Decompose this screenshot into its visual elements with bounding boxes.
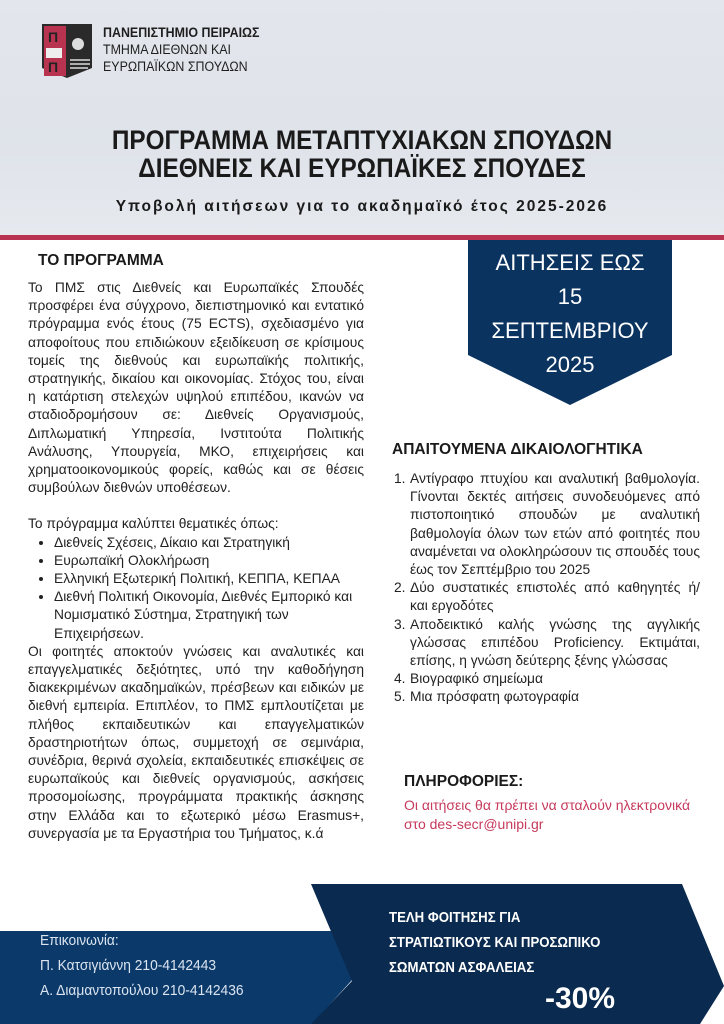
discount-value: -30%: [545, 982, 616, 1015]
list-item: • Διεθνή Πολιτική Οικονομία, Διεθνές Εμπορικό και Νομισματικό Σύστημα, Στρατηγική των Επιχειρήσεων.: [54, 588, 364, 643]
list-item: 4. Βιογραφικό σημείωμα: [394, 670, 700, 688]
fees-line: ΣΩΜΑΤΩΝ ΑΣΦΑΛΕΙΑΣ: [389, 959, 535, 976]
deadline-month: ΣΕΠΤΕΜΒΡΙΟΥ: [491, 318, 649, 343]
info-text: Οι αιτήσεις θα πρέπει να σταλούν ηλεκτρονικά στο des-secr@unipi.gr: [404, 797, 691, 832]
topics-intro: Το πρόγραμμα καλύπτει θεματικές όπως:: [28, 516, 279, 532]
svg-text:Π: Π: [48, 59, 59, 75]
subtitle: Υποβολή αιτήσεων για το ακαδημαϊκό έτος 2025-2026: [115, 198, 609, 215]
requirement-text: Δύο συστατικές επιστολές από καθηγητές ή/ και εργοδότες: [410, 580, 700, 614]
topics-list: [50, 534, 364, 643]
requirement-text: Βιογραφικό σημείωμα: [410, 671, 543, 687]
list-item: 2. Δύο συστατικές επιστολές από καθηγητές ή/ και εργοδότες: [394, 579, 700, 615]
program-section: [28, 279, 364, 843]
list-item: 1. Αντίγραφο πτυχίου και αναλυτική βαθμολογία. Γίνονται δεκτές αιτήσεις συνοδευόμενες από πιστοποιητικό σπουδών με αναλυτική βαθμολογία όλων των ετών από φοιτητές που αναμένεται να ολοκληρώσουν τις σπουδές τους έως τον Σεπτέμβριο του 2025: [394, 470, 700, 579]
deadline-day: 15: [557, 284, 583, 309]
contact-label: Επικοινωνία:: [40, 932, 119, 949]
contact-person: Π. Κατσιγιάννη 210-4142443: [40, 957, 217, 974]
requirements-heading: ΑΠΑΙΤΟΥΜΕΝΑ ΔΙΚΑΙΟΛΟΓΗΤΙΚΑ: [392, 441, 643, 458]
program-outro: Οι φοιτητές αποκτούν γνώσεις και αναλυτικές και επαγγελματικές δεξιότητες, υπό την καθοδήγηση διακεκριμένων ακαδημαϊκών, πρέσβεων και ειδικών με διεθνή εμπειρία. Επιπλέον, το ΠΜΣ εμπλουτίζεται με πλήθος εκπαιδευτικών και επαγγελματικών δραστηριοτήτων όπως, συμμετοχή σε σεμινάρια, συνέδρια, θερινά σχολεία, εκπαιδευτικές επισκέψεις σε ευρωπαϊκούς και διεθνείς οργανισμούς, ασκήσεις προσομοίωσης, προγράμματα πρακτικής άσκησης στην Ελλάδα και το εξωτερικό μέσω Erasmus+, συνεργασία με τα Εργαστήρια του Τμήματος, κ.ά: [28, 643, 364, 841]
program-intro: Το ΠΜΣ στις Διεθνείς και Ευρωπαϊκές Σπουδές προσφέρει ένα σύγχρονο, διεπιστημονικό και εντατικό πρόγραμμα ενός έτους (75 ECTS), σχεδιασμένο για αποφοίτους που επιδιώκουν εξειδίκευση σε κρίσιμους τομείς της διεθνούς και ευρωπαϊκής πολιτικής, στρατηγικής, δικαίου και οικονομίας. Στόχος του, είναι η κατάρτιση στελεχών υψηλού επιπέδου, ικανών να σταδιοδρομήσουν σε: Διεθνείς Οργανισμούς, Διπλωματική Υπηρεσία, Ινστιτούτα Πολιτικής Ανάλυσης, Υπουργεία, ΜΚΟ, επιχειρήσεις και χρηματοοικονομικούς φορείς, καθώς και σε θέσεις συμβούλων διεθνών υποθέσεων.: [28, 280, 364, 496]
university-logo: [40, 22, 94, 80]
fees-block: [389, 905, 600, 980]
contact-person: Α. Διαμαντοπούλου 210-4142436: [40, 982, 244, 999]
svg-text:Π: Π: [48, 29, 59, 45]
department-line2: ΕΥΡΩΠΑΪΚΩΝ ΣΠΟΥΔΩΝ: [103, 59, 248, 74]
info-heading: ΠΛΗΡΟΦΟΡΙΕΣ:: [404, 773, 524, 790]
fees-line: ΣΤΡΑΤΙΩΤΙΚΟΥΣ ΚΑΙ ΠΡΟΣΩΠΙΚΟ: [389, 934, 601, 951]
department-line1: ΤΜΗΜΑ ΔΙΕΘΝΩΝ ΚΑΙ: [103, 42, 232, 57]
program-heading: ΤΟ ΠΡΟΓΡΑΜΜΑ: [38, 252, 164, 269]
title-line1: ΠΡΟΓΡΑΜΜΑ ΜΕΤΑΠΤΥΧΙΑΚΩΝ ΣΠΟΥΔΩΝ: [111, 125, 613, 155]
fees-line: ΤΕΛΗ ΦΟΙΤΗΣΗΣ ΓΙΑ: [389, 909, 521, 926]
deadline-year: 2025: [545, 352, 595, 377]
title-line2: ΔΙΕΘΝΕΙΣ ΚΑΙ ΕΥΡΩΠΑΪΚΕΣ ΣΠΟΥΔΕΣ: [138, 153, 586, 183]
university: ΠΑΝΕΠΙΣΤΗΜΙΟ ΠΕΙΡΑΙΩΣ: [103, 25, 260, 40]
list-item: 5. Μια πρόσφατη φωτογραφία: [394, 688, 700, 706]
list-item: • Ελληνική Εξωτερική Πολιτική, ΚΕΠΠΑ, ΚΕΠΑΑ: [54, 570, 364, 588]
list-item: • Ευρωπαϊκή Ολοκλήρωση: [54, 552, 364, 570]
deadline-badge: [468, 240, 672, 405]
deadline-line1: ΑΙΤΗΣΕΙΣ ΕΩΣ: [495, 250, 645, 275]
requirement-text: Αντίγραφο πτυχίου και αναλυτική βαθμολογία. Γίνονται δεκτές αιτήσεις συνοδευόμενες από πιστοποιητικό σπουδών με αναλυτική βαθμολογία όλων των ετών από φοιτητές που αναμένεται να ολοκληρώσουν τις σπουδές τους έως τον Σεπτέμβριο του 2025: [410, 471, 700, 578]
requirement-text: Αποδεικτικό καλής γνώσης της αγγλικής γλώσσας επιπέδου Proficiency. Εκτιμάται, επίσης, η γνώση δεύτερης ξένης γλώσσας: [410, 616, 700, 669]
requirements-list: [394, 470, 700, 707]
requirement-text: Μια πρόσφατη φωτογραφία: [410, 689, 579, 705]
header-banner: [0, 0, 724, 236]
contact-block: [40, 928, 244, 1003]
list-item: • Διεθνείς Σχέσεις, Δίκαιο και Στρατηγική: [54, 534, 364, 552]
page-title: [36, 126, 688, 182]
university-name: [103, 24, 259, 75]
list-item: 3. Αποδεικτικό καλής γνώσης της αγγλικής γλώσσας επιπέδου Proficiency. Εκτιμάται, επίσης, η γνώση δεύτερης ξένης γλώσσας: [394, 616, 700, 671]
